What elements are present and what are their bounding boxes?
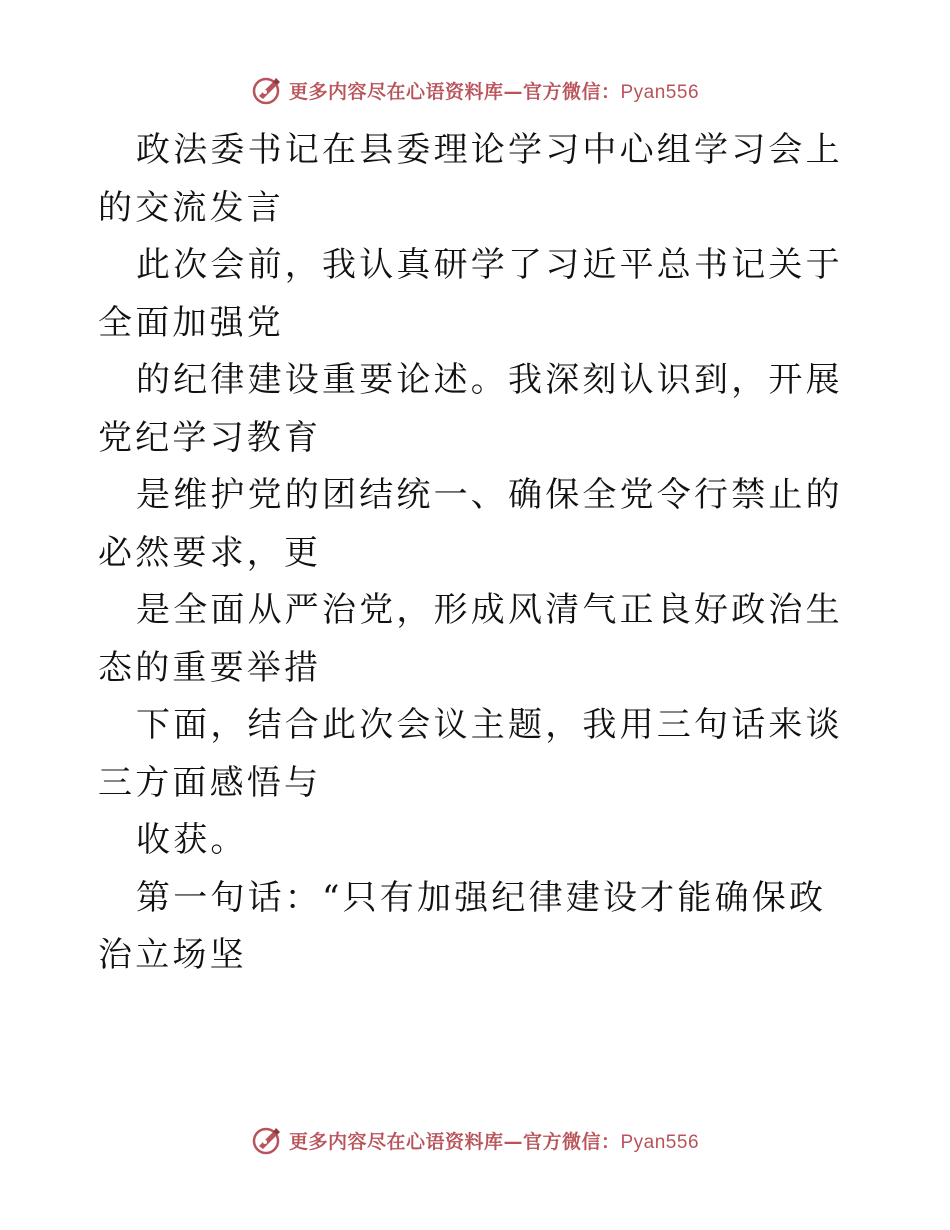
- document-paragraph: 是维护党的团结统一、确保全党令行禁止的必然要求，更: [98, 475, 843, 573]
- document-paragraph: 此次会前，我认真研学了习近平总书记关于全面加强党: [98, 245, 843, 343]
- header-banner: [0, 70, 950, 110]
- header-banner-wechat: Pyan556: [620, 81, 700, 103]
- header-banner-label: 更多内容尽在心语资料库—官方微信：: [288, 80, 621, 103]
- footer-banner-label: 更多内容尽在心语资料库—官方微信：: [288, 1130, 621, 1153]
- document-paragraph: 收获。: [136, 820, 248, 860]
- document-paragraph: 政法委书记在县委理论学习中心组学习会上的交流发言: [98, 130, 843, 228]
- footer-banner: [0, 1120, 950, 1160]
- document-paragraph: 下面，结合此次会议主题，我用三句话来谈三方面感悟与: [98, 705, 843, 803]
- footer-banner-wechat: Pyan556: [620, 1131, 700, 1153]
- document-body: [98, 122, 858, 985]
- header-banner-text: [289, 77, 699, 104]
- document-paragraph: 第一句话：“只有加强纪律建设才能确保政治立场坚: [98, 877, 827, 975]
- document-paragraph: 是全面从严治党，形成风清气正良好政治生态的重要举措: [98, 590, 843, 688]
- document-paragraph: 的纪律建设重要论述。我深刻认识到，开展党纪学习教育: [98, 360, 843, 458]
- pen-circle-logo-icon: [251, 1124, 283, 1156]
- footer-banner-text: [289, 1127, 699, 1154]
- pen-circle-logo-icon: [251, 74, 283, 106]
